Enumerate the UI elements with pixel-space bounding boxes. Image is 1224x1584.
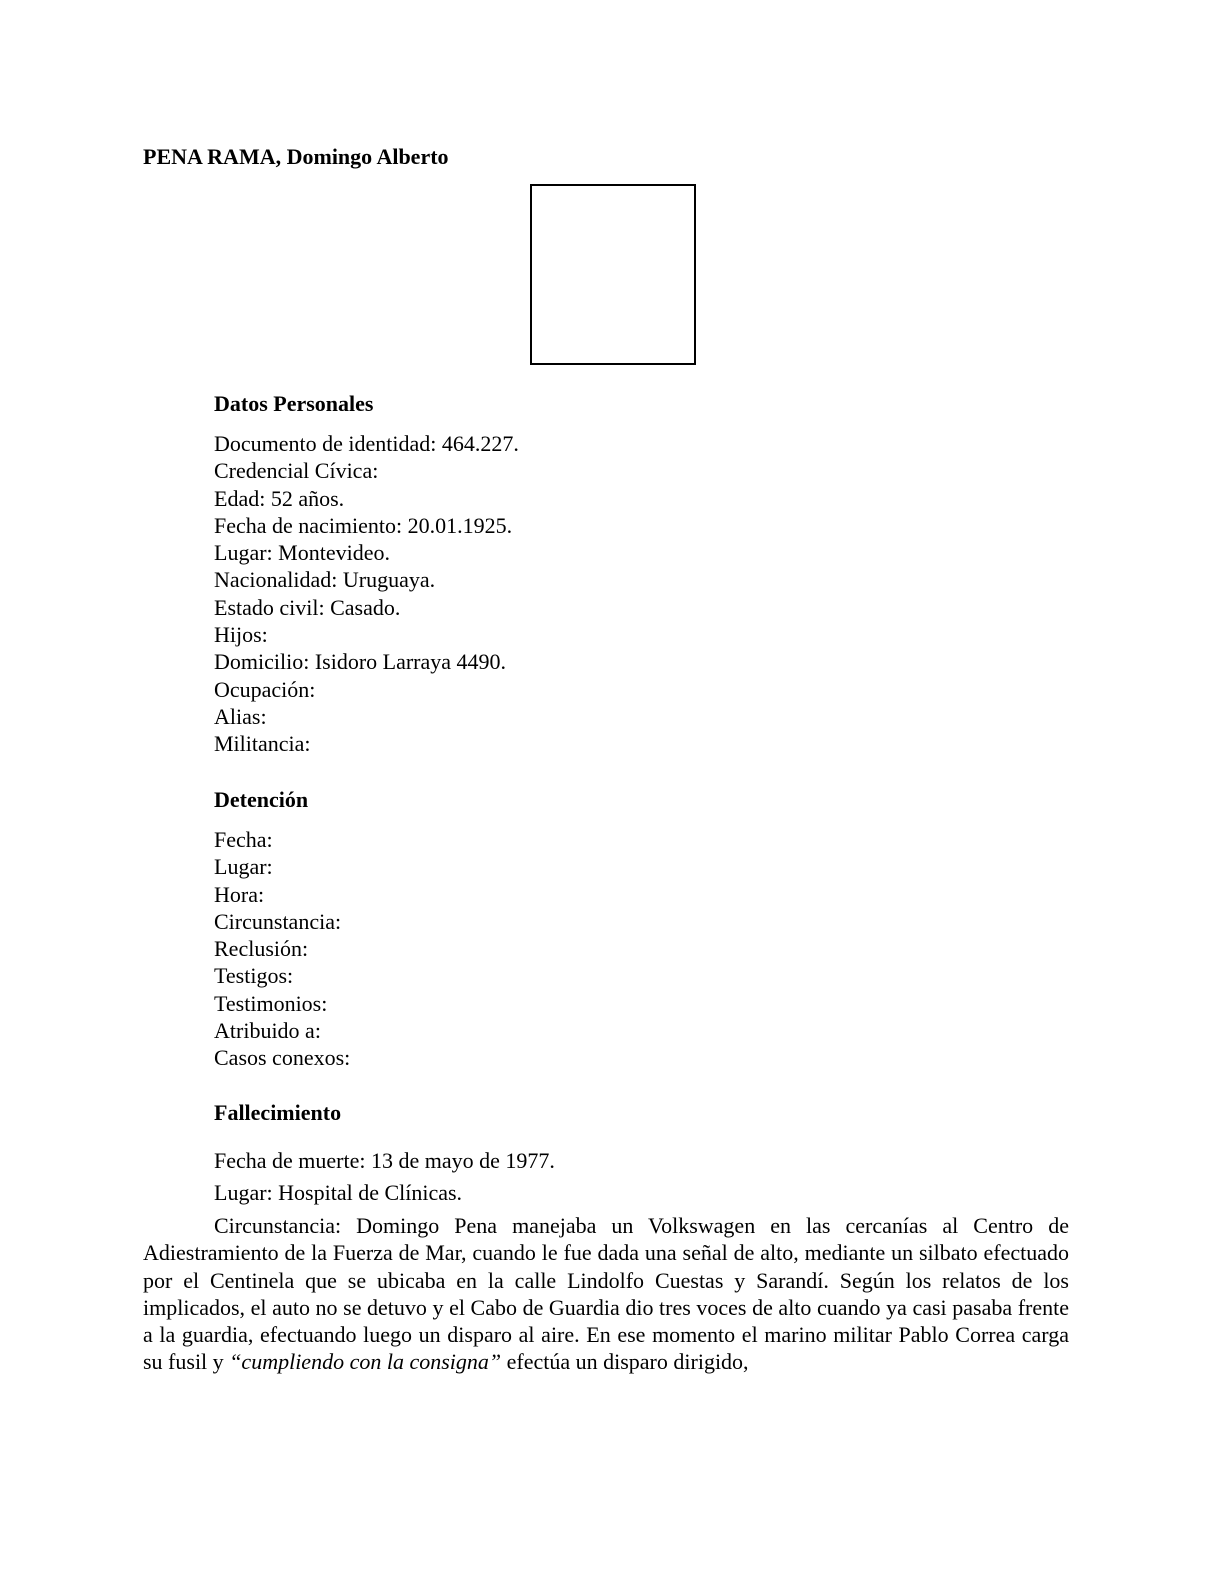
- section-fallecimiento: [214, 1099, 555, 1206]
- field-hijos: Hijos:: [214, 622, 268, 648]
- field-atribuido: Atribuido a:: [214, 1018, 321, 1044]
- field-fecha-muerte: Fecha de muerte: 13 de mayo de 1977.: [214, 1148, 555, 1173]
- section-datos-personales: [214, 390, 519, 758]
- circunstancia-paragraph: [143, 1212, 1069, 1376]
- field-militancia: Militancia:: [214, 731, 311, 757]
- field-lugar: Lugar: Montevideo.: [214, 540, 390, 566]
- section-heading-detencion: Detención: [214, 787, 309, 812]
- field-casos-conexos: Casos conexos:: [214, 1045, 351, 1071]
- field-lugar-detencion: Lugar:: [214, 854, 273, 880]
- field-fecha-nacimiento: Fecha de nacimiento: 20.01.1925.: [214, 512, 513, 538]
- page-title: PENA RAMA, Domingo Alberto: [143, 144, 449, 169]
- field-fecha: Fecha:: [214, 827, 273, 852]
- field-edad: Edad: 52 años.: [214, 485, 345, 511]
- field-reclusion: Reclusión:: [214, 936, 309, 962]
- circunstancia-text-end: efectúa un disparo dirigido,: [501, 1349, 749, 1375]
- field-domicilio: Domicilio: Isidoro Larraya 4490.: [214, 649, 507, 675]
- photo-placeholder: [530, 184, 696, 365]
- circunstancia-text: Circunstancia: Domingo Pena manejaba un Volkswagen en las cercanías al Centro de Adiestramiento de la Fuerza de Mar, cuando le fue dada una señal de alto, mediante un silbato efectuado por el Centinela que se ubicaba en la calle Lindolfo Cuestas y Sarandí. Según los relatos de los implicados, el auto no se detuvo y el Cabo de Guardia dio tres voces de alto cuando ya casi pasaba frente a la guardia, efectuando luego un disparo al aire. En ese momento el marino militar Pablo Correa carga su fusil y: [143, 1213, 1069, 1375]
- field-alias: Alias:: [214, 703, 267, 729]
- field-circunstancia: Circunstancia:: [214, 908, 342, 934]
- field-ocupacion: Ocupación:: [214, 676, 316, 702]
- detencion-list: [214, 826, 350, 1072]
- field-lugar-muerte: Lugar: Hospital de Clínicas.: [214, 1180, 463, 1205]
- field-documento: Documento de identidad: 464.227.: [214, 431, 519, 456]
- datos-personales-list: [214, 430, 519, 758]
- field-credencial: Credencial Cívica:: [214, 458, 379, 484]
- circunstancia-quote: “cumpliendo con la consigna”: [229, 1349, 502, 1375]
- field-estado-civil: Estado civil: Casado.: [214, 594, 401, 620]
- field-nacionalidad: Nacionalidad: Uruguaya.: [214, 567, 436, 593]
- section-heading-datos-personales: Datos Personales: [214, 391, 374, 416]
- section-detencion: [214, 786, 350, 1072]
- section-heading-fallecimiento: Fallecimiento: [214, 1100, 342, 1125]
- field-testimonios: Testimonios:: [214, 990, 328, 1016]
- field-hora: Hora:: [214, 881, 265, 907]
- field-testigos: Testigos:: [214, 963, 294, 989]
